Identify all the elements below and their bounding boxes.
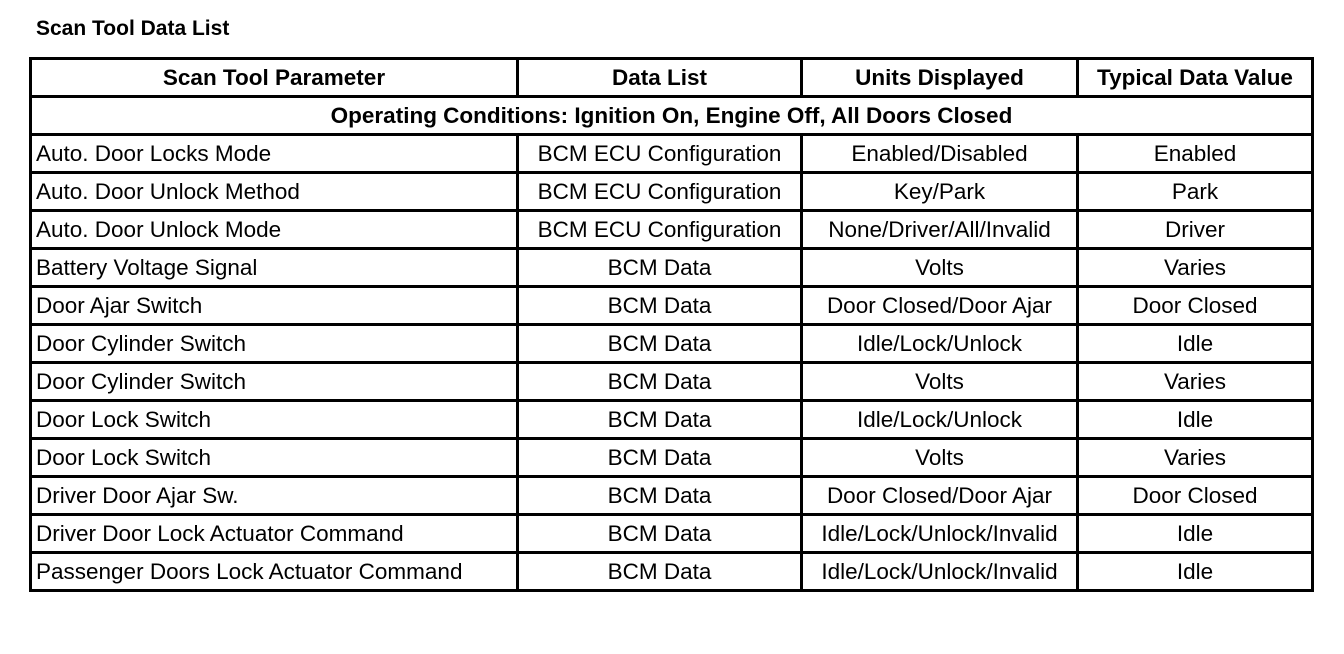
header-parameter: Scan Tool Parameter	[31, 59, 518, 97]
cell-parameter: Door Ajar Switch	[31, 287, 518, 325]
cell-data-list: BCM Data	[518, 249, 802, 287]
cell-parameter: Driver Door Ajar Sw.	[31, 477, 518, 515]
table-row	[31, 439, 1313, 477]
cell-data-list: BCM ECU Configuration	[518, 173, 802, 211]
table-row	[31, 515, 1313, 553]
cell-typical-value: Enabled	[1078, 135, 1313, 173]
document-title: Scan Tool Data List	[36, 17, 230, 40]
cell-data-list: BCM Data	[518, 325, 802, 363]
header-data-list: Data List	[518, 59, 802, 97]
table-row	[31, 173, 1313, 211]
cell-typical-value: Idle	[1078, 515, 1313, 553]
table-row	[31, 401, 1313, 439]
operating-conditions: Operating Conditions: Ignition On, Engine Off, All Doors Closed	[31, 97, 1313, 135]
cell-units: Enabled/Disabled	[802, 135, 1078, 173]
cell-parameter: Driver Door Lock Actuator Command	[31, 515, 518, 553]
cell-parameter: Auto. Door Unlock Method	[31, 173, 518, 211]
cell-parameter: Door Cylinder Switch	[31, 363, 518, 401]
cell-units: Key/Park	[802, 173, 1078, 211]
cell-typical-value: Idle	[1078, 401, 1313, 439]
cell-typical-value: Varies	[1078, 439, 1313, 477]
cell-data-list: BCM Data	[518, 553, 802, 591]
cell-typical-value: Door Closed	[1078, 287, 1313, 325]
cell-units: Idle/Lock/Unlock/Invalid	[802, 515, 1078, 553]
table-row	[31, 211, 1313, 249]
table-row	[31, 477, 1313, 515]
cell-parameter: Door Lock Switch	[31, 439, 518, 477]
cell-units: Idle/Lock/Unlock/Invalid	[802, 553, 1078, 591]
cell-units: Door Closed/Door Ajar	[802, 287, 1078, 325]
cell-units: Volts	[802, 439, 1078, 477]
cell-data-list: BCM Data	[518, 287, 802, 325]
cell-typical-value: Idle	[1078, 325, 1313, 363]
header-units: Units Displayed	[802, 59, 1078, 97]
cell-data-list: BCM ECU Configuration	[518, 135, 802, 173]
cell-data-list: BCM Data	[518, 477, 802, 515]
cell-typical-value: Door Closed	[1078, 477, 1313, 515]
table-row	[31, 325, 1313, 363]
cell-parameter: Passenger Doors Lock Actuator Command	[31, 553, 518, 591]
cell-data-list: BCM Data	[518, 439, 802, 477]
header-typical-value: Typical Data Value	[1078, 59, 1313, 97]
cell-data-list: BCM ECU Configuration	[518, 211, 802, 249]
cell-units: Idle/Lock/Unlock	[802, 401, 1078, 439]
cell-units: Volts	[802, 363, 1078, 401]
cell-units: Volts	[802, 249, 1078, 287]
cell-parameter: Auto. Door Locks Mode	[31, 135, 518, 173]
table-row	[31, 363, 1313, 401]
table-header-row	[31, 59, 1313, 97]
table-row	[31, 135, 1313, 173]
cell-parameter: Door Cylinder Switch	[31, 325, 518, 363]
cell-units: None/Driver/All/Invalid	[802, 211, 1078, 249]
cell-data-list: BCM Data	[518, 363, 802, 401]
operating-conditions-row	[31, 97, 1313, 135]
cell-typical-value: Driver	[1078, 211, 1313, 249]
cell-typical-value: Varies	[1078, 363, 1313, 401]
cell-parameter: Auto. Door Unlock Mode	[31, 211, 518, 249]
table-row	[31, 553, 1313, 591]
cell-data-list: BCM Data	[518, 515, 802, 553]
scan-tool-data-table	[29, 57, 1314, 592]
cell-typical-value: Varies	[1078, 249, 1313, 287]
table-row	[31, 287, 1313, 325]
cell-typical-value: Idle	[1078, 553, 1313, 591]
cell-units: Idle/Lock/Unlock	[802, 325, 1078, 363]
table-body	[31, 97, 1313, 591]
cell-parameter: Door Lock Switch	[31, 401, 518, 439]
cell-units: Door Closed/Door Ajar	[802, 477, 1078, 515]
cell-parameter: Battery Voltage Signal	[31, 249, 518, 287]
cell-data-list: BCM Data	[518, 401, 802, 439]
table-row	[31, 249, 1313, 287]
cell-typical-value: Park	[1078, 173, 1313, 211]
